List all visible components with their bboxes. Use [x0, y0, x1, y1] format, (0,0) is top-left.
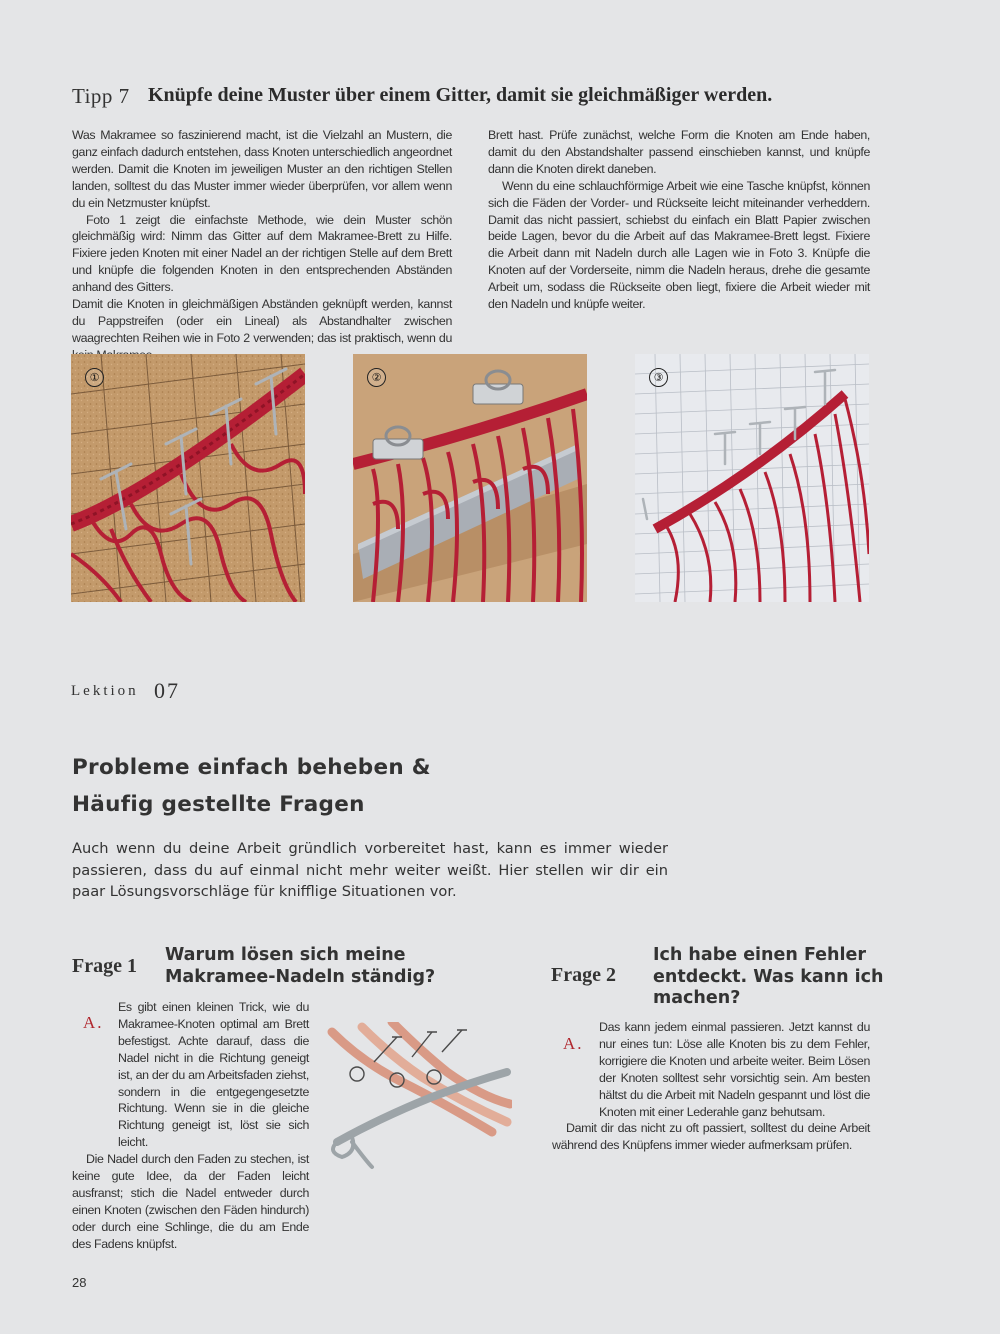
photo-number: ② [367, 368, 386, 387]
photo-3-image [635, 354, 869, 602]
tipp-paragraph: Was Makramee so faszinierend macht, ist die Vielzahl an Mustern, die ganz einfach dadurch entstehen, dass Knoten unterschiedlich angeordnet werden. Damit die Knoten im jeweiligen Muster an den richtigen Stellen landen, solltest du das Muster immer wieder überprüfen, vor allem wenn du ein Netzmuster knüpfst. [72, 128, 452, 210]
page-number: 28 [72, 1275, 87, 1290]
photo-1-grid-board [71, 354, 305, 602]
frage-1-label: Frage 1 [72, 955, 137, 977]
photo-number: ③ [649, 368, 668, 387]
frage-2-label: Frage 2 [551, 964, 616, 986]
photo-number: ① [85, 368, 104, 387]
tipp-column-left [72, 127, 452, 364]
frage-2-title-line: Ich habe einen Fehler [653, 945, 867, 965]
answer-paragraph: Es gibt einen kleinen Trick, wie du Makramee-Knoten optimal am Brett befestigst. Achte darauf, dass die Nadel nicht in die Richtung geneigt ist, an der du am Arbeitsfaden ziehst, sondern in die entgegengesetzte Richtung. Wenn sie in die gleiche Richtung geneigt ist, löst sie sich leicht. [118, 1000, 309, 1150]
cord-pin-drawing [322, 1022, 512, 1172]
lektion-number: 07 [154, 678, 180, 703]
frage-2-title-line: machen? [653, 988, 741, 1008]
photo-3-paper-between-layers [635, 354, 869, 602]
tipp-paragraph: Wenn du eine schlauchförmige Arbeit wie eine Tasche knüpfst, können sich die Fäden der Vorder- und Rückseite leicht miteinander verheddern. Damit das nicht passiert, schiebst du einfach ein Blatt Papier zwischen beide Lagen, bevor du die Arbeit auf das Makramee-Brett legst. Fixiere die Arbeit dann mit Nadeln durch alle Lagen wie in Foto 3. Knüpfe die Knoten auf der Vorderseite, nimm die Nadeln heraus, drehe die gesamte Arbeit um, sodass die Rückseite oben liegt, fixiere die Arbeit wieder mit den Nadeln und knüpfe weiter. [488, 178, 870, 312]
frage-1-title [165, 945, 435, 988]
photo-1-image [71, 354, 305, 602]
frage-1-title-line: Warum lösen sich meine [165, 945, 406, 965]
answer-paragraph: Das kann jedem einmal passieren. Jetzt kannst du nur eines tun: Löse alle Knoten bis zu dem Fehler, korrigiere die Knoten und arbeite weiter. Beim Lösen der Knoten solltest sehr vorsichtig sein. Am besten hältst du die Arbeit mit Nadeln gespannt und löst die Knoten mit einer Lederahle ganz behutsam. [599, 1020, 870, 1119]
intro-paragraph: Auch wenn du deine Arbeit gründlich vorbereitet hast, kann es immer wieder passieren, dass du auf einmal nicht mehr weiter weißt. Hier stellen wir dir ein paar Lösungsvorschläge für knifflige Situationen vor. [72, 840, 668, 900]
frage-2-answer-letter: A. [563, 1034, 584, 1053]
frage-2-answer [552, 1019, 870, 1154]
section-heading-line-1: Probleme einfach beheben & [72, 755, 431, 780]
answer-paragraph: Damit dir das nicht zu oft passiert, solltest du deine Arbeit während des Knüpfens immer wieder aufmerksam prüfen. [552, 1121, 870, 1153]
frage-2-title-line: entdeckt. Was kann ich [653, 966, 884, 987]
pin-illustration [322, 1022, 512, 1172]
answer-paragraph: Die Nadel durch den Faden zu stechen, ist keine gute Idee, da der Faden leicht ausfranst; stich die Nadel entweder durch einen Knoten (zwischen den Fäden hindurch) oder durch eine Schlinge, die du am Ende des Fadens knüpfst. [72, 1152, 309, 1251]
tipp-paragraph: Damit die Knoten in gleichmäßigen Abständen geknüpft werden, kannst du Pappstreifen (oder ein Lineal) als Abstandhalter zwischen waagrechten Reihen wie in Foto 2 verwenden; das ist praktisch, wenn du [72, 297, 452, 345]
tipp-label: Tipp 7 [72, 84, 130, 108]
photo-2-spacer-strips [353, 354, 587, 602]
frage-1-answer-letter: A. [83, 1013, 104, 1032]
lektion-label: Lektion [71, 683, 139, 699]
frage-1-answer [72, 999, 309, 1253]
frage-2-title [653, 945, 884, 1010]
tipp-paragraph: Foto 1 zeigt die einfachste Methode, wie dein Muster schön gleichmäßig wird: Nimm das Gitter auf dem Makramee-Brett zu Hilfe. Fixiere jeden Knoten mit einer Nadel an der richtigen Stelle auf dem Brett und knüpfe die folgenden Knoten in den entsprechenden Abständen anhand des Gitters. [72, 212, 452, 295]
frage-1-title-line: Makramee-Nadeln ständig? [165, 966, 436, 987]
section-heading-line-2: Häufig gestellte Fragen [72, 792, 365, 817]
tipp-title: Knüpfe deine Muster über einem Gitter, damit sie gleichmäßiger werden. [148, 84, 773, 106]
photo-2-image [353, 354, 587, 602]
tipp-paragraph: Brett hast. Prüfe zunächst, welche Form die Knoten am Ende haben, damit du den Abstandshalter passend einschieben kannst, und knüpfe dann die Knoten direkt daneben. [488, 128, 870, 176]
tipp-column-right [488, 127, 870, 313]
